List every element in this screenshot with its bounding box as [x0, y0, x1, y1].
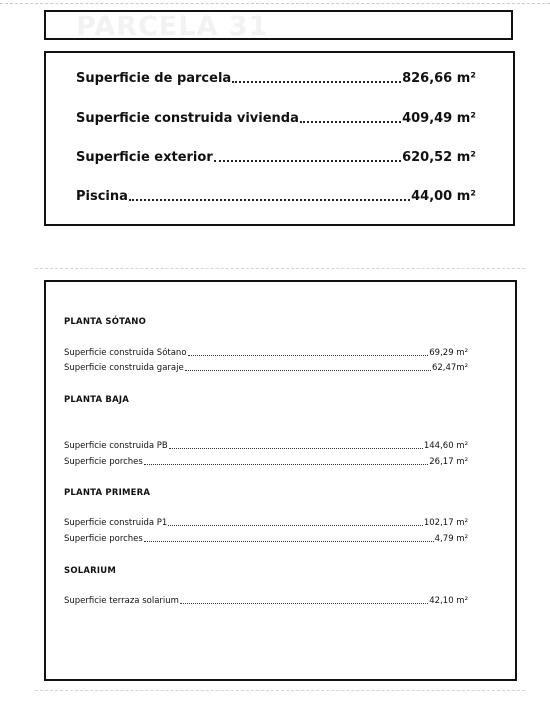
page-edge-divider	[0, 3, 550, 5]
detail-row	[64, 534, 468, 544]
dot-leader	[232, 80, 401, 83]
summary-value: 44,00 m²	[411, 189, 476, 204]
detail-value: 62,47m²	[431, 363, 468, 373]
summary-label: Superficie exterior	[76, 150, 213, 165]
summary-row-piscina	[76, 189, 476, 204]
detail-value: 69,29 m²	[429, 348, 468, 358]
detail-row	[64, 457, 468, 467]
detail-value: 144,60 m²	[423, 441, 468, 451]
detail-row	[64, 518, 468, 528]
section-title-baja: PLANTA BAJA	[64, 395, 130, 405]
title-box	[44, 10, 513, 40]
section-title-sotano: PLANTA SÓTANO	[64, 317, 147, 327]
detail-row	[64, 596, 468, 606]
detail-value: 42,10 m²	[429, 596, 468, 606]
summary-row-parcela	[76, 71, 476, 86]
dot-leader	[144, 540, 434, 542]
summary-row-exterior	[76, 150, 476, 165]
dot-leader	[168, 524, 423, 526]
dot-leader	[169, 447, 423, 449]
section-title-primera: PLANTA PRIMERA	[64, 488, 151, 498]
parcel-title: PARCELA 31	[76, 11, 269, 40]
dot-leader	[144, 463, 428, 465]
summary-label: Superficie de parcela	[76, 71, 232, 86]
page-edge-divider	[35, 690, 525, 692]
dot-leader	[188, 354, 429, 356]
detail-row	[64, 363, 468, 373]
summary-label: Superficie construida vivienda	[76, 111, 299, 126]
detail-label: Superficie construida garaje	[64, 363, 184, 373]
detail-label: Superficie construida Sótano	[64, 348, 187, 358]
detail-row	[64, 441, 468, 451]
detail-value: 26,17 m²	[429, 457, 468, 467]
summary-value: 409,49 m²	[402, 111, 476, 126]
summary-label: Piscina	[76, 189, 128, 204]
dot-leader	[300, 120, 401, 123]
detail-label: Superficie construida P1	[64, 518, 168, 528]
dot-leader	[185, 369, 431, 371]
section-title-solarium: SOLARIUM	[64, 566, 117, 576]
detail-box	[44, 280, 517, 681]
detail-label: Superficie porches	[64, 534, 143, 544]
detail-label: Superficie terraza solarium	[64, 596, 179, 606]
dot-leader	[214, 159, 401, 162]
detail-row	[64, 348, 468, 358]
page-edge-divider	[35, 268, 525, 270]
summary-value: 826,66 m²	[402, 71, 476, 86]
summary-row-vivienda	[76, 111, 476, 126]
detail-value: 102,17 m²	[423, 518, 468, 528]
dot-leader	[180, 602, 428, 604]
detail-value: 4,79 m²	[434, 534, 468, 544]
detail-label: Superficie construida PB	[64, 441, 168, 451]
dot-leader	[129, 198, 410, 201]
detail-label: Superficie porches	[64, 457, 143, 467]
summary-value: 620,52 m²	[402, 150, 476, 165]
summary-box	[44, 51, 515, 226]
